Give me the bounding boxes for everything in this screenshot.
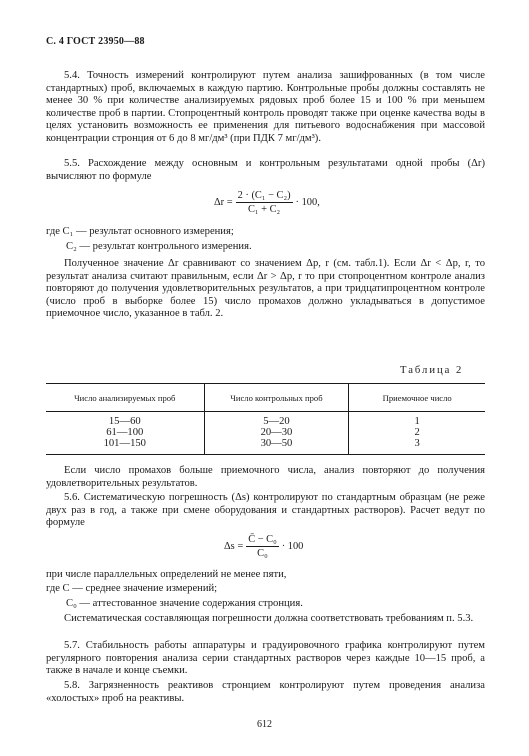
formula-tail: · 100: [281, 541, 304, 552]
paragraph-5-6-note: при числе параллельных определений не менее пяти,: [46, 569, 287, 580]
formula-fraction: [236, 190, 293, 215]
where-c1: где C₁ — результат основного измерения;: [46, 226, 234, 237]
table-cell: 15—60: [108, 416, 141, 427]
table-header-cell: Число контрольных проб: [204, 384, 349, 412]
formula-numerator: C̄ − C₀: [248, 534, 277, 545]
formula-tail: · 100,: [295, 197, 320, 208]
paragraph-5-6-systematic: Систематическая составляющая погрешности должна соответствовать требованиям п. 5.3.: [64, 613, 474, 624]
where-c0: C₀ — аттестованное значение содержания стронция.: [66, 598, 303, 609]
page-header: С. 4 ГОСТ 23950—88: [46, 36, 145, 47]
table-row: [46, 412, 485, 428]
table-header-cell: Приемочное число: [349, 384, 485, 412]
formula-denominator: C₁ + C₂: [247, 204, 281, 215]
paragraph-5-7: 5.7. Стабильность работы аппаратуры и градуировочного графика контролируют путем регулярного повторения анализа серии стандартных растворов через каждые 10—15 проб, а также в начале и конце съемки.: [46, 640, 485, 677]
paragraph-5-4: 5.4. Точность измерений контролируют путем анализа зашифрованных (в том числе стандартных) проб, включаемых в каждую партию. Контрольные пробы должны составлять не менее 30 % при количестве анализируемых рядовых проб более 15 и 100 % при меньшем количестве проб в партии. Стопроцентный контроль проводят также при оценке качества воды в целях установить возможность ее применения для питьевого водоснабжения при массовой концентрации стронция от 6 до 8 мг/дм³ (при ПДК 7 мг/дм³).: [46, 70, 485, 144]
table-header-row: [46, 384, 485, 412]
formula-lhs: Δr =: [214, 197, 233, 208]
table-cell: 1: [349, 412, 485, 428]
paragraph-5-8: 5.8. Загрязненность реактивов стронцием контролируют путем проведения анализа «холостых» проб на реактивы.: [46, 680, 485, 704]
table-row: [46, 427, 485, 438]
table-row: [46, 438, 485, 454]
table-cell: 20—30: [204, 427, 349, 438]
formula-numerator: 2 · (C₁ − C₂): [237, 190, 291, 201]
page-number: 612: [257, 719, 272, 730]
table-caption: Таблица 2: [400, 365, 464, 376]
formula-delta-s: [224, 534, 303, 559]
table-cell: 2: [349, 427, 485, 438]
table-cell: 101—150: [46, 438, 204, 454]
formula-delta-r: [214, 190, 320, 215]
where-c2: C₂ — результат контрольного измерения.: [66, 241, 252, 252]
table-cell: 61—100: [106, 427, 144, 439]
formula-denominator: C₀: [257, 548, 268, 559]
paragraph-5-5: 5.5. Расхождение между основным и контрольным результатами одной пробы (Δr) вычисляют по формуле: [46, 158, 485, 182]
paragraph-5-6: 5.6. Систематическую погрешность (Δs) контролируют по стандартным образцам (не реже двух раз в год, а также при смене оборудования и стандартных растворов). Расчет ведут по формуле: [46, 492, 485, 529]
formula-lhs: Δs =: [224, 541, 244, 552]
paragraph-5-5-end: Если число промахов больше приемочного числа, анализ повторяют до получения удовлетворительных результатов.: [46, 465, 485, 489]
where-c-mean: где C — среднее значение измерений;: [46, 583, 218, 594]
paragraph-5-5-continued: Полученное значение Δr сравнивают со значением Δр, r (см. табл.1). Если Δr < Δр, r, то результат анализа считают правильным, если Δr > Δр, r то при стопроцентном контроле анализ повторяют до получения удовлетворительных результатов, а при тридцатипроцентном контроле (число проб в выборке более 15) число промахов должно укладываться в допустимое приемочное число, указанное в табл. 2.: [46, 258, 485, 320]
table-2: [46, 383, 485, 455]
table-cell: 30—50: [204, 438, 349, 454]
formula-fraction: [246, 534, 279, 559]
table-cell: 5—20: [204, 412, 349, 428]
table-header-cell: Число анализируемых проб: [46, 384, 204, 412]
table-cell: 3: [349, 438, 485, 454]
